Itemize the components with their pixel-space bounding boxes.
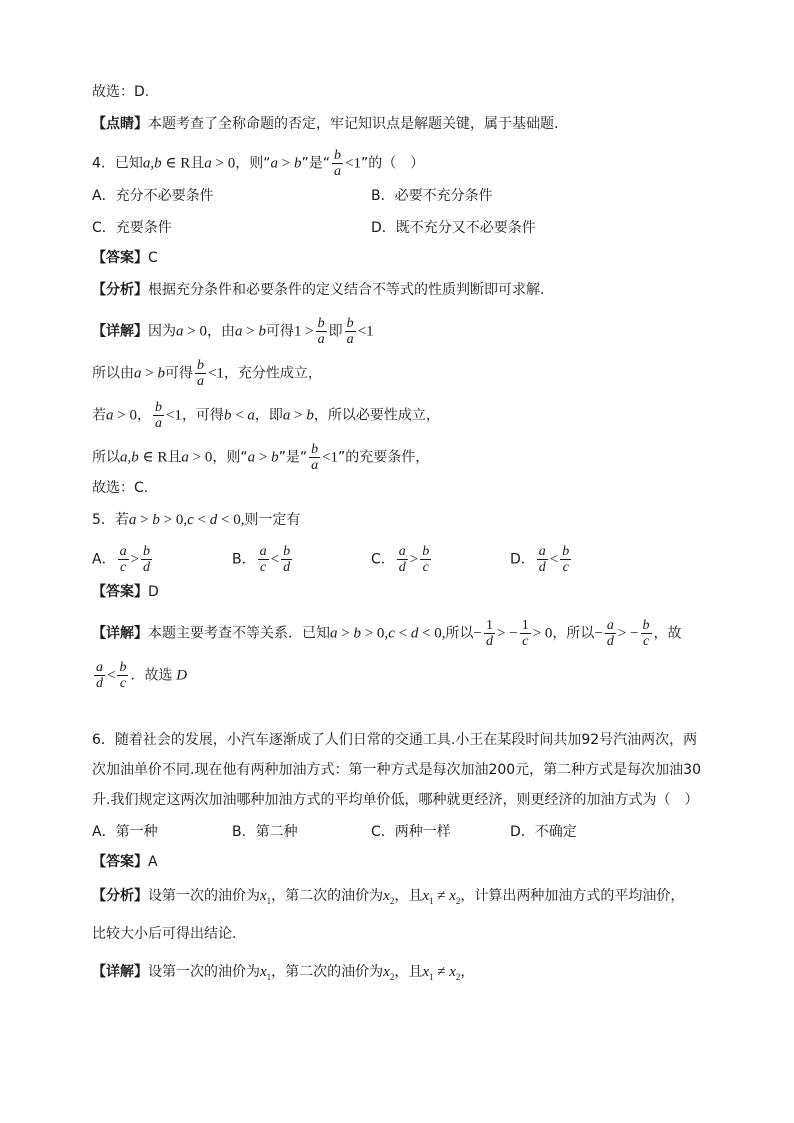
q4-answer: [92, 248, 158, 268]
fraction: $\frac{a}{c}$: [259, 544, 267, 575]
q4-option-c: [92, 218, 172, 238]
math-expr: >: [409, 551, 419, 568]
math-expr: b < a: [223, 407, 255, 424]
q4-stem-text: ，则“: [235, 155, 271, 172]
fraction: $\frac{b}{c}$: [422, 544, 430, 575]
detail-text: 因为: [148, 323, 176, 340]
math-expr: > −: [497, 625, 518, 642]
answer-value: C: [148, 250, 158, 266]
detail-tag: 【详解】: [92, 964, 148, 980]
detail-text: ，即: [254, 407, 283, 424]
q5-number: 5．若: [92, 512, 129, 528]
fraction: $\frac{a}{d}$: [606, 618, 614, 649]
detail-text: ，由: [206, 323, 235, 340]
math-expr: $x_1 \ne x_2$: [422, 888, 461, 906]
answer-tag: 【答案】: [92, 250, 148, 266]
q6-stem-line-3: [92, 790, 698, 810]
analysis-text: ，第二次的油价为: [271, 888, 384, 904]
math-expr: a > b: [234, 323, 266, 340]
q4-detail-line-4: [92, 442, 429, 473]
q5-detail-line-2: [92, 660, 187, 691]
math-expr: <1: [357, 323, 374, 340]
choose-answer-line: [92, 82, 149, 102]
answer-value: A: [148, 854, 158, 870]
analysis-text: ，且: [394, 888, 423, 904]
fraction: $\frac{1}{c}$: [521, 618, 529, 649]
math-expr: 1 >: [293, 323, 314, 340]
comment-line: [92, 114, 558, 134]
analysis-text: 根据充分条件和必要条件的定义结合不等式的性质判断即可求解.: [148, 282, 545, 298]
fraction: $\frac{1}{d}$: [486, 618, 494, 649]
choose-answer-text: 故选：D.: [92, 84, 150, 100]
math-expr: a > b > 0,c < d < 0,: [330, 625, 446, 642]
math-expr: > 0: [532, 625, 553, 642]
q5-option-a: [92, 544, 154, 575]
math-expr: <: [549, 551, 559, 568]
detail-text: ，: [136, 407, 151, 424]
detail-tag: 【详解】: [92, 625, 148, 642]
analysis-text: ，计算出两种加油方式的平均油价，: [460, 888, 685, 904]
detail-text: ．故选: [130, 667, 173, 684]
math-expr: $x_1$: [260, 888, 272, 906]
fraction: $\frac{b}{d}$: [143, 544, 151, 575]
fraction: $\frac{a}{c}$: [119, 544, 127, 575]
option-text: D．: [510, 551, 535, 568]
detail-text: 所以: [92, 449, 120, 466]
option-text: C．: [371, 551, 395, 568]
q6-stem-line-2: [92, 760, 701, 780]
option-text: C．充要条件: [92, 220, 172, 236]
detail-text: ，可得: [181, 407, 224, 424]
math-expr: <1: [207, 365, 224, 382]
math-expr: $x_2$: [383, 888, 395, 906]
q4-detail-line-1: [92, 316, 374, 347]
q4-stem-text: ”是“: [301, 155, 330, 172]
q5-detail-line-1: [92, 618, 682, 649]
detail-text: 所以: [445, 625, 474, 642]
q6-stem-text: 次加油单价不同.现在他有两种加油方式：第一种方式是每次加油200元，第二种方式是每次加油30: [92, 762, 701, 778]
analysis-tag: 【分析】: [92, 888, 148, 904]
detail-text: ，第二次的油价为: [271, 964, 384, 980]
q4-number: 4．: [92, 155, 115, 172]
detail-text: ”是“: [278, 449, 308, 466]
q5-stem-text: 则一定有: [244, 512, 301, 528]
q4-stem-text: ”的（ ）: [360, 155, 425, 172]
detail-text: ，所以必要性成立，: [313, 407, 440, 424]
q4-choose: [92, 478, 148, 498]
comment-tag: 【点睛】: [92, 116, 148, 132]
detail-text: ，且: [394, 964, 423, 980]
analysis-text: 设第一次的油价为: [148, 888, 260, 904]
math-expr: −: [594, 625, 603, 642]
q4-option-b: [371, 186, 493, 206]
q6-analysis-line-1: [92, 886, 684, 911]
q6-analysis-line-2: [92, 924, 236, 944]
fraction: $\frac{a}{d}$: [96, 660, 103, 691]
detail-text: ，故: [653, 625, 682, 642]
math-expr: a > 0: [204, 155, 236, 172]
detail-text: 设第一次的油价为: [148, 964, 260, 980]
q4-option-a: [92, 186, 214, 206]
math-expr: > −: [617, 625, 639, 642]
math-expr: −: [473, 625, 483, 642]
q6-option-d: [510, 822, 577, 842]
math-expr: a,b ∈ R: [142, 155, 191, 172]
math-expr: <1: [345, 155, 361, 172]
detail-text: ，充分性成立，: [223, 365, 322, 382]
math-expr: <1: [322, 449, 339, 466]
math-expr: a > 0: [181, 449, 213, 466]
math-expr: a,b ∈ R: [120, 449, 168, 466]
q6-detail-line-1: [92, 962, 474, 987]
detail-text: ，: [460, 964, 475, 980]
option-text: C．两种一样: [371, 824, 451, 840]
math-expr: a > 0: [176, 323, 207, 340]
math-expr: $x_1 \ne x_2$: [422, 964, 461, 982]
fraction: $\frac{b}{c}$: [642, 618, 650, 649]
q4-analysis: [92, 280, 544, 300]
q4-stem: [92, 148, 424, 179]
math-expr: a > 0: [106, 407, 137, 424]
option-text: A．充分不必要条件: [92, 188, 214, 204]
math-expr: a > b: [247, 449, 279, 466]
comment-text: 本题考查了全称命题的否定，牢记知识点是解题关键，属于基础题.: [148, 116, 559, 132]
q4-detail-line-2: [92, 358, 322, 389]
option-text: A．: [92, 551, 116, 568]
fraction: $\frac{a}{d}$: [538, 544, 546, 575]
math-expr: >: [130, 551, 140, 568]
option-text: B．: [232, 551, 256, 568]
math-expr: <: [107, 667, 116, 684]
detail-text: ，所以: [552, 625, 595, 642]
option-text: D．既不充分又不必要条件: [371, 220, 536, 236]
math-expr: $x_1$: [260, 964, 272, 982]
detail-text: ，则“: [212, 449, 248, 466]
fraction-b-over-a: $\frac{b}{a}$: [196, 358, 204, 389]
q6-stem-text: 6．随着社会的发展，小汽车逐渐成了人们日常的交通工具.小王在某段时间共加92号汽油两次，两: [92, 732, 698, 748]
fraction: $\frac{b}{d}$: [283, 544, 291, 575]
analysis-text: 比较大小后可得出结论.: [92, 926, 237, 942]
detail-text: 且: [167, 449, 182, 466]
q5-stem: [92, 510, 300, 530]
fraction-b-over-a: $\frac{b}{a}$: [317, 316, 325, 347]
q4-stem-text: 且: [190, 155, 205, 172]
math-expr: D: [172, 667, 188, 684]
q6-stem-text: 升.我们规定这两次加油哪种加油方式的平均单价低，哪种就更经济，则更经济的加油方式为（ ）: [92, 792, 699, 808]
q6-option-b: [232, 822, 298, 842]
option-text: D．不确定: [510, 824, 577, 840]
fraction-b-over-a: $\frac{b}{a}$: [154, 400, 162, 431]
analysis-tag: 【分析】: [92, 282, 148, 298]
answer-tag: 【答案】: [92, 584, 148, 600]
fraction-b-over-a: $\frac{b}{a}$: [334, 148, 341, 179]
detail-text: 所以由: [92, 365, 134, 382]
q6-answer: [92, 852, 158, 872]
math-expr: <1: [165, 407, 182, 424]
fraction: $\frac{b}{c}$: [562, 544, 570, 575]
q5-option-b: [232, 544, 294, 575]
q4-stem-text: 已知: [114, 155, 143, 172]
math-expr: a > b: [134, 365, 165, 382]
q5-option-d: [510, 544, 573, 575]
detail-text: ”的充要条件，: [338, 449, 430, 466]
q4-option-d: [371, 218, 536, 238]
choose-answer-text: 故选：C.: [92, 480, 149, 496]
option-text: B．第二种: [232, 824, 298, 840]
fraction: $\frac{a}{d}$: [398, 544, 406, 575]
option-text: B．必要不充分条件: [371, 188, 493, 204]
option-text: A．第一种: [92, 824, 158, 840]
answer-value: D: [148, 584, 159, 600]
q5-option-c: [371, 544, 433, 575]
answer-tag: 【答案】: [92, 854, 148, 870]
math-expr: a > b: [270, 155, 302, 172]
fraction: $\frac{b}{c}$: [119, 660, 127, 691]
detail-text: 即: [328, 323, 343, 340]
math-expr: a > b: [282, 407, 314, 424]
fraction-b-over-a: $\frac{b}{a}$: [311, 442, 319, 473]
q6-option-c: [371, 822, 451, 842]
fraction-b-over-a: $\frac{b}{a}$: [346, 316, 354, 347]
detail-text: 本题主要考查不等关系．已知: [148, 625, 330, 642]
detail-text: 可得: [164, 365, 193, 382]
detail-text: 可得: [265, 323, 294, 340]
math-expr: <: [270, 551, 280, 568]
math-expr: $x_2$: [383, 964, 395, 982]
math-expr: a > b > 0,c < d < 0,: [128, 512, 245, 528]
detail-text: 若: [92, 407, 106, 424]
q6-stem-line-1: [92, 730, 697, 750]
detail-tag: 【详解】: [92, 323, 148, 340]
q5-answer: [92, 582, 159, 602]
q4-detail-line-3: [92, 400, 440, 431]
q6-option-a: [92, 822, 158, 842]
